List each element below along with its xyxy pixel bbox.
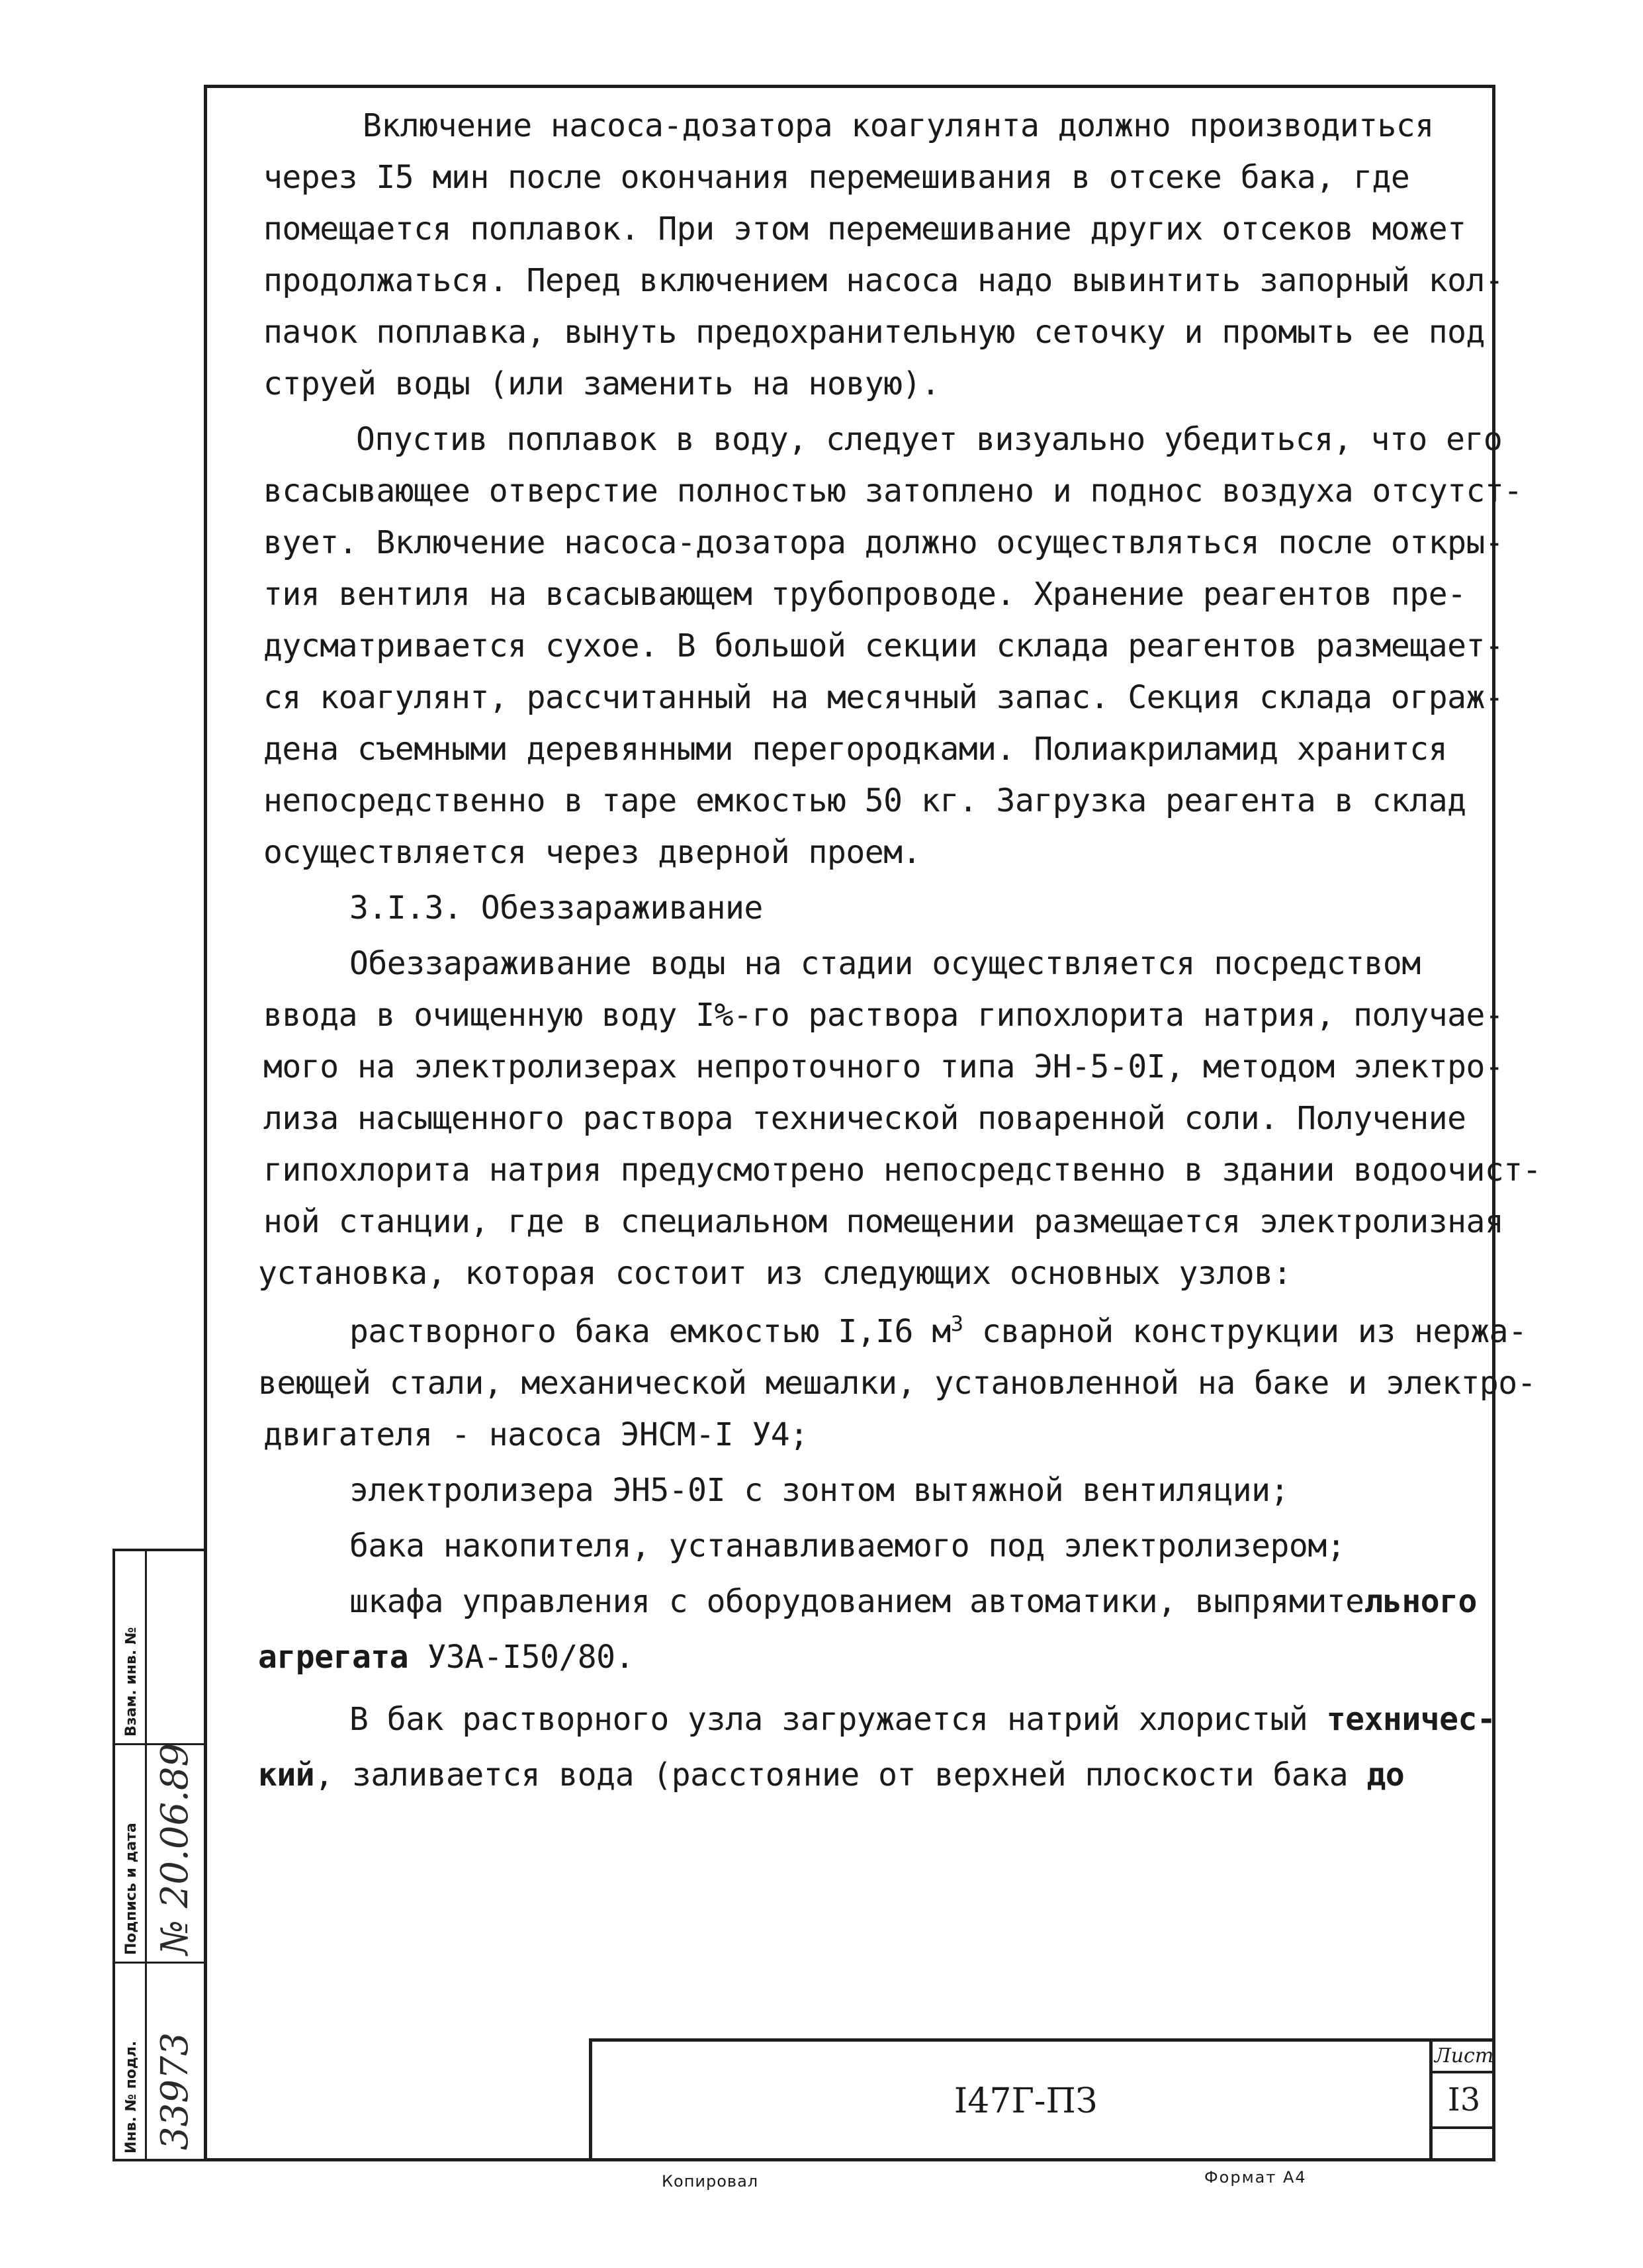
text-line: непосредственно в таре емкостью 50 кг. Загрузка реагента в склад (263, 782, 1466, 819)
text-line: ввода в очищенную воду I%-го раствора гипохлорита натрия, получае- (263, 997, 1504, 1034)
text-line: лиза насыщенного раствора технической поваренной соли. Получение (263, 1100, 1466, 1137)
text-line: через I5 мин после окончания перемешивания в отсеке бака, где (263, 159, 1410, 196)
stamp-inv-label: Инв. № подл. (123, 2040, 140, 2154)
text-line: тия вентиля на всасывающем трубопроводе. Хранение реагентов пре- (263, 576, 1466, 613)
stamp-sign-value: № 20.06.89 (154, 1743, 197, 1955)
text-line (258, 1755, 1404, 1795)
text-line: всасывающее отверстие полностью затоплено и поднос воздуха отсутст- (263, 473, 1523, 510)
text-line: продолжаться. Перед включением насоса надо вывинтить запорный кол- (263, 262, 1504, 299)
text-line: установка, которая состоит из следующих основных узлов: (258, 1255, 1292, 1292)
text-line: вует. Включение насоса-дозатора должно осуществляться после откры- (263, 524, 1504, 561)
title-block (589, 2038, 1495, 2161)
footer-copied: Копировал (662, 2172, 759, 2191)
text-line: осуществляется через дверной проем. (263, 834, 921, 871)
text-line: гипохлорита натрия предусмотрено непосредственно в здании водоочист- (263, 1152, 1542, 1189)
text-line: струей воды (или заменить на новую). (263, 365, 940, 402)
list-item: электролизера ЭН5-0I с зонтом вытяжной вентиляции; (349, 1472, 1289, 1509)
text-line: Опустив поплавок в воду, следует визуально убедиться, что его (356, 421, 1503, 458)
text-line: Обеззараживание воды на стадии осуществляется посредством (349, 945, 1421, 982)
text-line: веющей стали, механической мешалки, установленной на баке и электро- (258, 1365, 1536, 1402)
margin-stamp (112, 1549, 204, 2161)
section-heading: 3.I.3. Обеззараживание (349, 889, 763, 927)
text-line: дусматривается сухое. В большой секции склада реагентов размещает- (263, 627, 1504, 664)
stamp-divider (115, 1962, 204, 1964)
list-item (349, 1312, 1527, 1351)
document-code: I47Г-ПЗ (954, 2081, 1098, 2121)
list-item-text: УЗА-I50/80. (408, 1639, 634, 1676)
sheet-label: Лист (1433, 2042, 1495, 2073)
bold-text: льного (1364, 1583, 1477, 1620)
list-item (349, 1582, 1477, 1621)
list-item-text: растворного бака емкостью I,I6 м (349, 1313, 951, 1350)
text-line: ся коагулянт, рассчитанный на месячный запас. Секция склада ограж- (263, 679, 1504, 716)
text-line (349, 1700, 1495, 1739)
text-line: мого на электролизерах непроточного типа ЭН-5-0I, методом электро- (263, 1048, 1504, 1085)
text-line: ной станции, где в специальном помещении размещается электролизная (263, 1203, 1504, 1240)
stamp-inv-value: 33973 (154, 2032, 197, 2150)
text-line: помещается поплавок. При этом перемешивание других отсеков может (263, 210, 1466, 248)
text-line: Включение насоса-дозатора коагулянта должно производиться (363, 107, 1434, 144)
bold-text: агрегата (258, 1639, 409, 1676)
list-item: бака накопителя, устанавливаемого под электролизером; (349, 1527, 1346, 1565)
list-item-text: шкафа управления с оборудованием автоматики, выпрямите (349, 1583, 1364, 1620)
superscript: 3 (950, 1311, 963, 1336)
sheet-box (1429, 2042, 1495, 2161)
stamp-replace-label: Взам. инв. № (123, 1627, 140, 1737)
sheet-number: I3 (1433, 2073, 1495, 2129)
stamp-sign-label: Подпись и дата (123, 1823, 140, 1955)
list-item-text: сварной конструкции из нержа- (963, 1313, 1527, 1350)
text-line: пачок поплавка, вынуть предохранительную сеточку и промыть ее под (263, 314, 1485, 351)
text-line: дена съемными деревянными перегородками. Полиакриламид хранится (263, 731, 1448, 768)
text-line: двигателя - насоса ЭНСМ-I У4; (263, 1416, 809, 1453)
text-span: В бак растворного узла загружается натрий хлористый (349, 1701, 1327, 1738)
text-line (258, 1637, 634, 1677)
bold-text: кий (258, 1756, 315, 1793)
text-span: , заливается вода (расстояние от верхней плоскости бака (314, 1756, 1367, 1793)
bold-text: до (1366, 1756, 1405, 1793)
bold-text: техничес- (1326, 1701, 1496, 1738)
footer-format: Формат А4 (1204, 2168, 1307, 2187)
